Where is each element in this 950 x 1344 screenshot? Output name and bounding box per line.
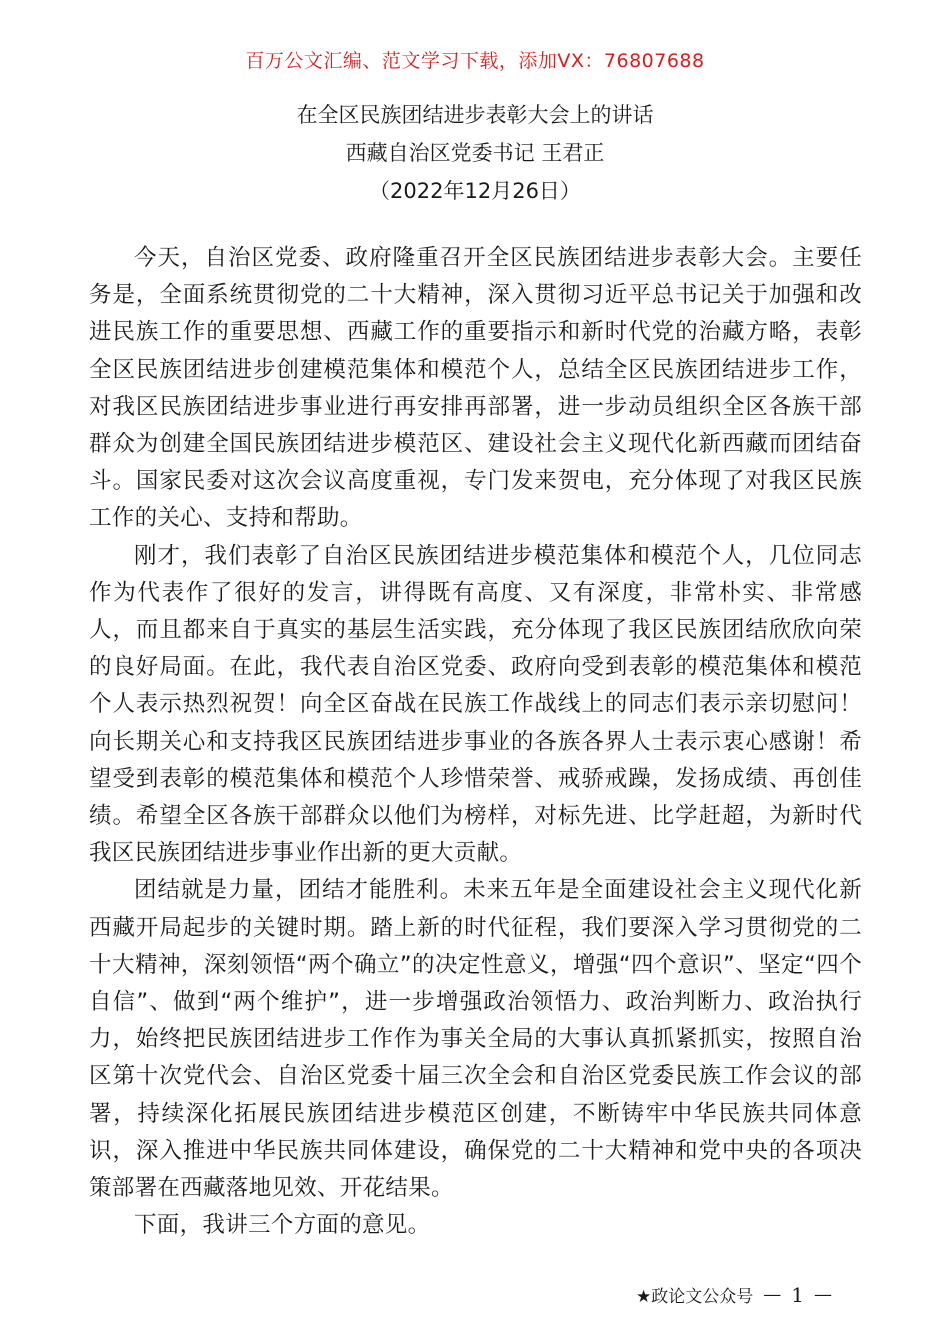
download-banner: 百万公文汇编、范文学习下载，添加VX：76807688 xyxy=(245,50,705,72)
paragraph: 今天，自治区党委、政府隆重召开全区民族团结进步表彰大会。主要任务是，全面系统贯彻党的二十大精神，深入贯彻习近平总书记关于加强和改进民族工作的重要思想、西藏工作的重要指示和新时代党的治藏方略，表彰全区民族团结进步创建模范集体和模范个人，总结全区民族团结进步工作，对我区民族团结进步事业进行再安排再部署，进一步动员组织全区各族干部群众为创建全国民族团结进步模范区、建设社会主义现代化新西藏而团结奋斗。国家民委对这次会议高度重视，专门发来贺电，充分体现了对我区民族工作的关心、支持和帮助。 xyxy=(89,245,862,532)
paragraph: 团结就是力量，团结才能胜利。未来五年是全面建设社会主义现代化新西藏开局起步的关键时期。踏上新的时代征程，我们要深入学习贯彻党的二十大精神，深刻领悟“两个确立”的决定性意义，增强“四个意识”、坚定“四个自信”、做到“两个维护”，进一步增强政治领悟力、政治判断力、政治执行力，始终把民族团结进步工作作为事关全局的大事认真抓紧抓实，按照自治区第十次党代会、自治区党委十届三次全会和自治区党委民族工作会议的部署，持续深化拓展民族团结进步模范区创建，不断铸牢中华民族共同体意识，深入推进中华民族共同体建设，确保党的二十大精神和党中央的各项决策部署在西藏落地见效、开花结果。 xyxy=(89,877,862,1202)
title-block xyxy=(0,96,950,210)
document-date: （2022年12月26日） xyxy=(369,179,581,203)
paragraph: 下面，我讲三个方面的意见。 xyxy=(134,1212,431,1239)
document-title: 在全区民族团结进步表彰大会上的讲话 xyxy=(296,103,654,127)
speech-body xyxy=(89,240,862,1244)
footer-source: ★政论文公众号 xyxy=(636,1287,754,1307)
page-footer xyxy=(636,1282,832,1307)
document-author: 西藏自治区党委书记 王君正 xyxy=(345,141,605,165)
paragraph: 刚才，我们表彰了自治区民族团结进步模范集体和模范个人，几位同志作为代表作了很好的发言，讲得既有高度、又有深度，非常朴实、非常感人，而且都来自于真实的基层生活实践，充分体现了我区民族团结欣欣向荣的良好局面。在此，我代表自治区党委、政府向受到表彰的模范集体和模范个人表示热烈祝贺！向全区奋战在民族工作战线上的同志们表示亲切慰问！向长期关心和支持我区民族团结进步事业的各族各界人士表示衷心感谢！希望受到表彰的模范集体和模范个人珍惜荣誉、戒骄戒躁，发扬成绩、再创佳绩。希望全区各族干部群众以他们为榜样，对标先进、比学赶超，为新时代我区民族团结进步事业作出新的更大贡献。 xyxy=(89,542,862,867)
page-number: 1 xyxy=(791,1282,804,1307)
page-dash-right: — xyxy=(814,1284,832,1305)
page-dash-left: — xyxy=(763,1284,782,1305)
